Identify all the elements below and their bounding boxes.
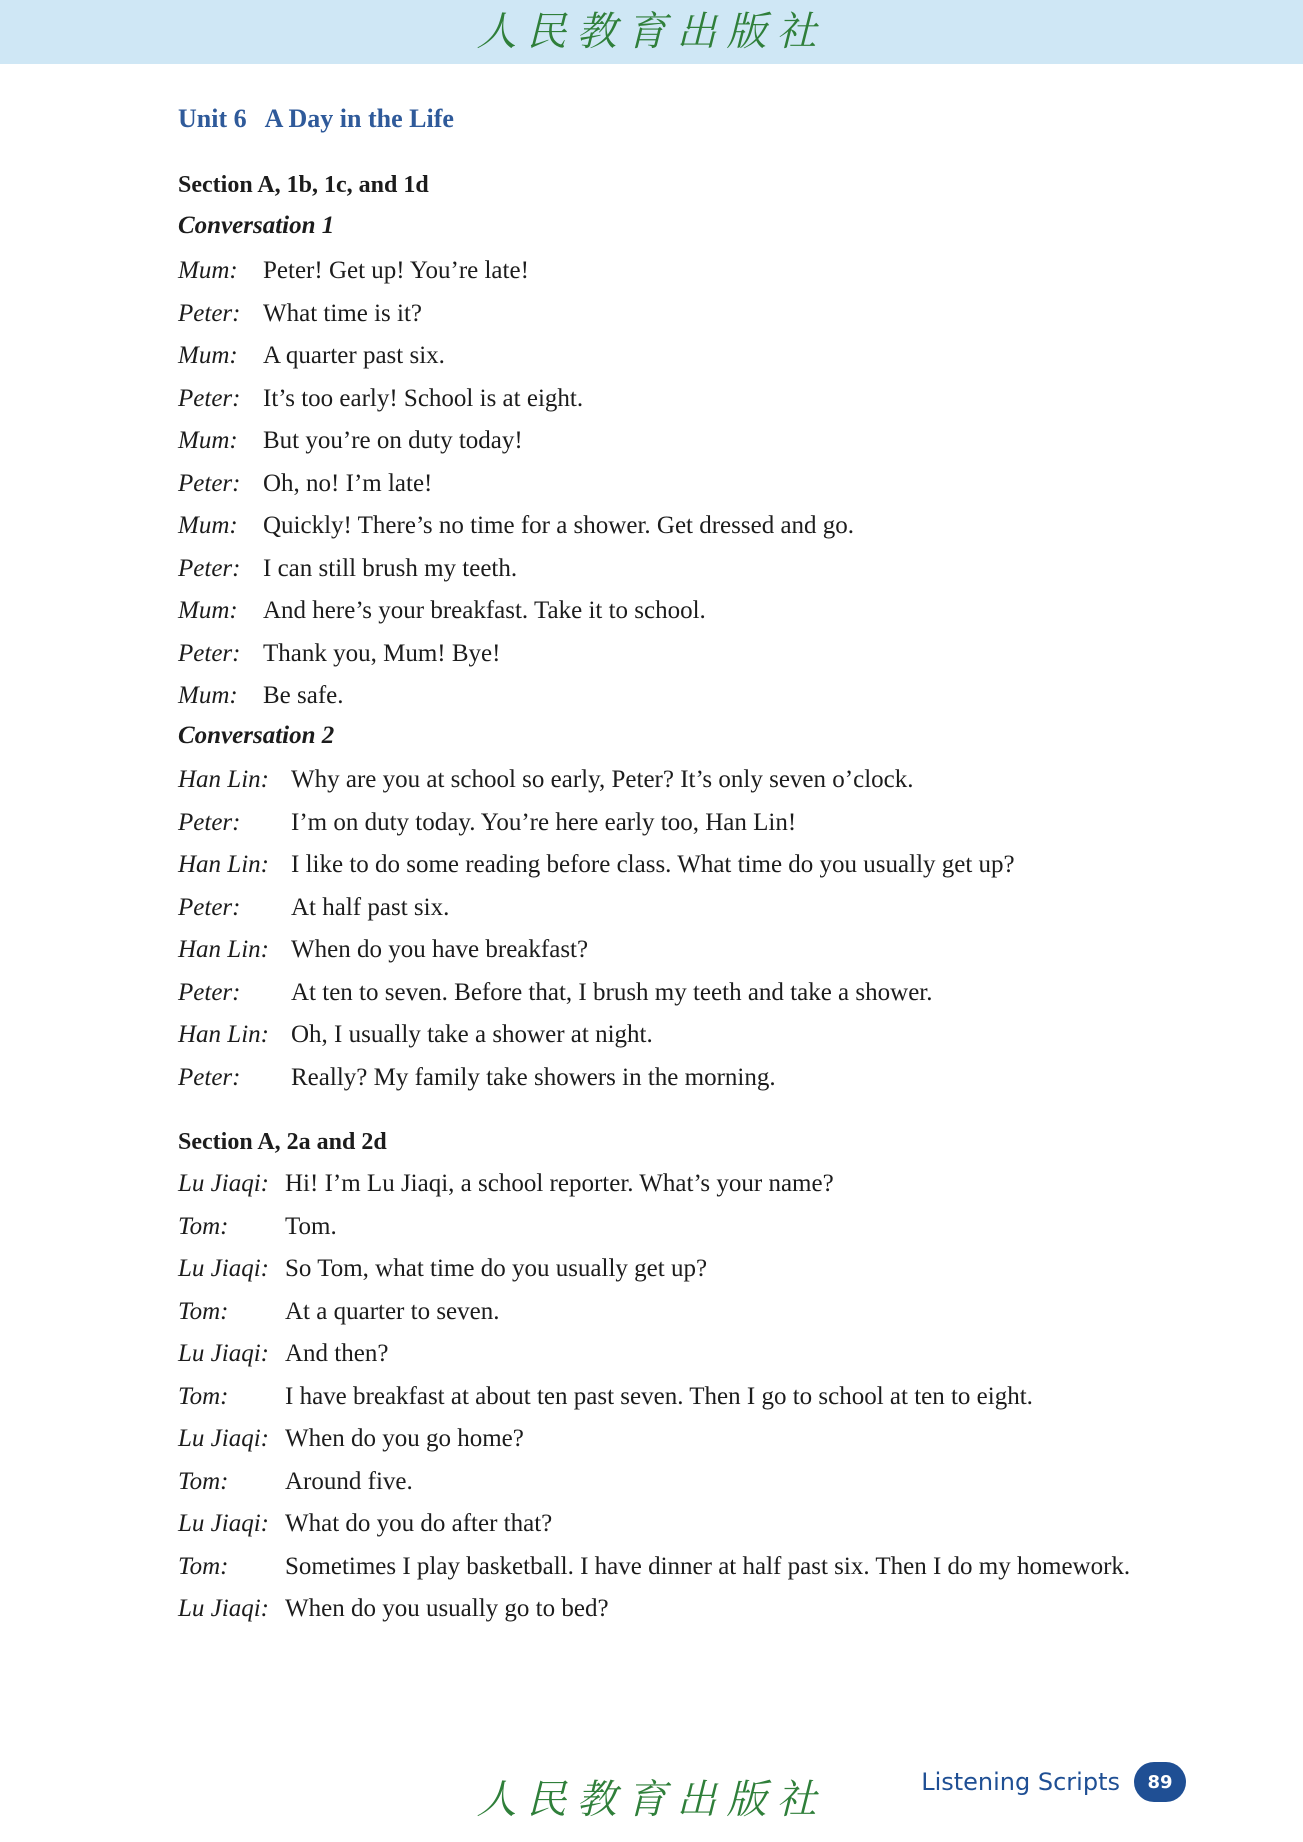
dialogue-text: But you’re on duty today!: [263, 427, 523, 454]
dialogue-text: Tom.: [285, 1212, 337, 1240]
speaker-name: Lu Jiaqi:: [178, 1340, 269, 1367]
footer-publisher-logo: 人民教育出版社: [476, 1777, 827, 1823]
speaker-name: Lu Jiaqi:: [178, 1595, 269, 1622]
dialogue-line: [178, 463, 1183, 506]
conversation-1-dialogue: [178, 250, 1183, 718]
dialogue-line: [178, 590, 1183, 633]
dialogue-line: [178, 1503, 1183, 1546]
speaker-name: Tom:: [178, 1552, 229, 1580]
dialogue-line: [178, 548, 1183, 591]
speaker-name: Tom:: [178, 1297, 229, 1325]
speaker-name: Han Lin:: [178, 851, 269, 878]
dialogue-line: [178, 675, 1183, 718]
dialogue-line: [178, 293, 1183, 336]
dialogue-line: [178, 1588, 1183, 1631]
dialogue-text: When do you go home?: [285, 1425, 524, 1452]
dialogue-text: At a quarter to seven.: [285, 1297, 500, 1325]
dialogue-line: [178, 802, 1183, 845]
dialogue-text: Sometimes I play basketball. I have dinner at half past six. Then I do my homework.: [285, 1552, 1131, 1580]
dialogue-text: It’s too early! School is at eight.: [263, 384, 584, 412]
speaker-name: Peter:: [178, 299, 241, 327]
dialogue-line: [178, 1248, 1183, 1291]
speaker-name: Peter:: [178, 554, 241, 582]
dialogue-line: [178, 633, 1183, 676]
conversation-title-2: Conversation 2: [178, 722, 335, 749]
publisher-logo: 人民教育出版社: [476, 9, 827, 55]
dialogue-line: [178, 1057, 1183, 1100]
dialogue-text: Quickly! There’s no time for a shower. Get dressed and go.: [263, 512, 855, 539]
dialogue-text: What time is it?: [263, 299, 422, 327]
dialogue-text: At ten to seven. Before that, I brush my teeth and take a shower.: [291, 978, 933, 1006]
dialogue-text: I can still brush my teeth.: [263, 554, 518, 582]
dialogue-line: [178, 844, 1183, 887]
speaker-name: Mum:: [178, 427, 238, 454]
dialogue-line: [178, 1014, 1183, 1057]
dialogue-line: [178, 1418, 1183, 1461]
dialogue-text: And here’s your breakfast. Take it to school.: [263, 597, 706, 624]
conversation-title-1: Conversation 1: [178, 212, 335, 239]
dialogue-text: Oh, I usually take a shower at night.: [291, 1021, 653, 1048]
speaker-name: Han Lin:: [178, 936, 269, 963]
speaker-name: Lu Jiaqi:: [178, 1510, 269, 1537]
dialogue-line: [178, 335, 1183, 378]
dialogue-text: Really? My family take showers in the morning.: [291, 1063, 776, 1091]
dialogue-text: So Tom, what time do you usually get up?: [285, 1255, 708, 1282]
dialogue-line: [178, 1163, 1183, 1206]
speaker-name: Peter:: [178, 1063, 241, 1091]
dialogue-line: [178, 929, 1183, 972]
speaker-name: Mum:: [178, 342, 238, 369]
speaker-name: Lu Jiaqi:: [178, 1425, 269, 1452]
speaker-name: Tom:: [178, 1382, 229, 1410]
speaker-name: Tom:: [178, 1212, 229, 1240]
dialogue-line: [178, 1333, 1183, 1376]
header-band: [0, 0, 1303, 64]
section-title-2: Section A, 2a and 2d: [178, 1129, 387, 1155]
speaker-name: Peter:: [178, 384, 241, 412]
speaker-name: Han Lin:: [178, 1021, 269, 1048]
dialogue-line: [178, 1546, 1183, 1589]
speaker-name: Mum:: [178, 257, 238, 284]
dialogue-line: [178, 887, 1183, 930]
dialogue-line: [178, 1291, 1183, 1334]
speaker-name: Peter:: [178, 893, 241, 921]
dialogue-text: When do you have breakfast?: [291, 936, 589, 963]
dialogue-text: When do you usually go to bed?: [285, 1595, 609, 1622]
speaker-name: Peter:: [178, 808, 241, 836]
section-title-1: Section A, 1b, 1c, and 1d: [178, 172, 429, 198]
section-2-dialogue: [178, 1163, 1183, 1631]
speaker-name: Peter:: [178, 639, 241, 667]
speaker-name: Peter:: [178, 978, 241, 1006]
dialogue-text: I like to do some reading before class. What time do you usually get up?: [291, 851, 1015, 878]
dialogue-text: I’m on duty today. You’re here early too, Han Lin!: [291, 808, 797, 836]
dialogue-line: [178, 759, 1183, 802]
dialogue-text: Oh, no! I’m late!: [263, 469, 433, 497]
footer-section-label: [921, 1762, 1186, 1802]
dialogue-line: [178, 1461, 1183, 1504]
speaker-name: Lu Jiaqi:: [178, 1255, 269, 1282]
speaker-name: Mum:: [178, 597, 238, 624]
dialogue-text: I have breakfast at about ten past seven. Then I go to school at ten to eight.: [285, 1382, 1033, 1410]
dialogue-text: Peter! Get up! You’re late!: [263, 257, 529, 284]
listening-scripts-label: Listening Scripts: [921, 1768, 1120, 1796]
dialogue-text: At half past six.: [291, 893, 450, 921]
dialogue-text: Thank you, Mum! Bye!: [263, 639, 501, 667]
dialogue-line: [178, 972, 1183, 1015]
dialogue-text: Why are you at school so early, Peter? It’s only seven o’clock.: [291, 766, 914, 793]
dialogue-text: What do you do after that?: [285, 1510, 553, 1537]
dialogue-line: [178, 250, 1183, 293]
dialogue-text: A quarter past six.: [263, 342, 445, 369]
dialogue-text: Around five.: [285, 1467, 413, 1495]
dialogue-line: [178, 378, 1183, 421]
conversation-2-dialogue: [178, 759, 1183, 1099]
dialogue-text: And then?: [285, 1340, 389, 1367]
page-number-badge: 89: [1134, 1762, 1186, 1802]
unit-title: Unit 6 A Day in the Life: [178, 104, 454, 133]
dialogue-line: [178, 420, 1183, 463]
speaker-name: Mum:: [178, 682, 238, 709]
speaker-name: Lu Jiaqi:: [178, 1170, 269, 1197]
speaker-name: Tom:: [178, 1467, 229, 1495]
speaker-name: Peter:: [178, 469, 241, 497]
dialogue-text: Be safe.: [263, 682, 344, 709]
dialogue-text: Hi! I’m Lu Jiaqi, a school reporter. What’s your name?: [285, 1170, 834, 1197]
speaker-name: Han Lin:: [178, 766, 269, 793]
dialogue-line: [178, 1206, 1183, 1249]
dialogue-line: [178, 1376, 1183, 1419]
dialogue-line: [178, 505, 1183, 548]
speaker-name: Mum:: [178, 512, 238, 539]
